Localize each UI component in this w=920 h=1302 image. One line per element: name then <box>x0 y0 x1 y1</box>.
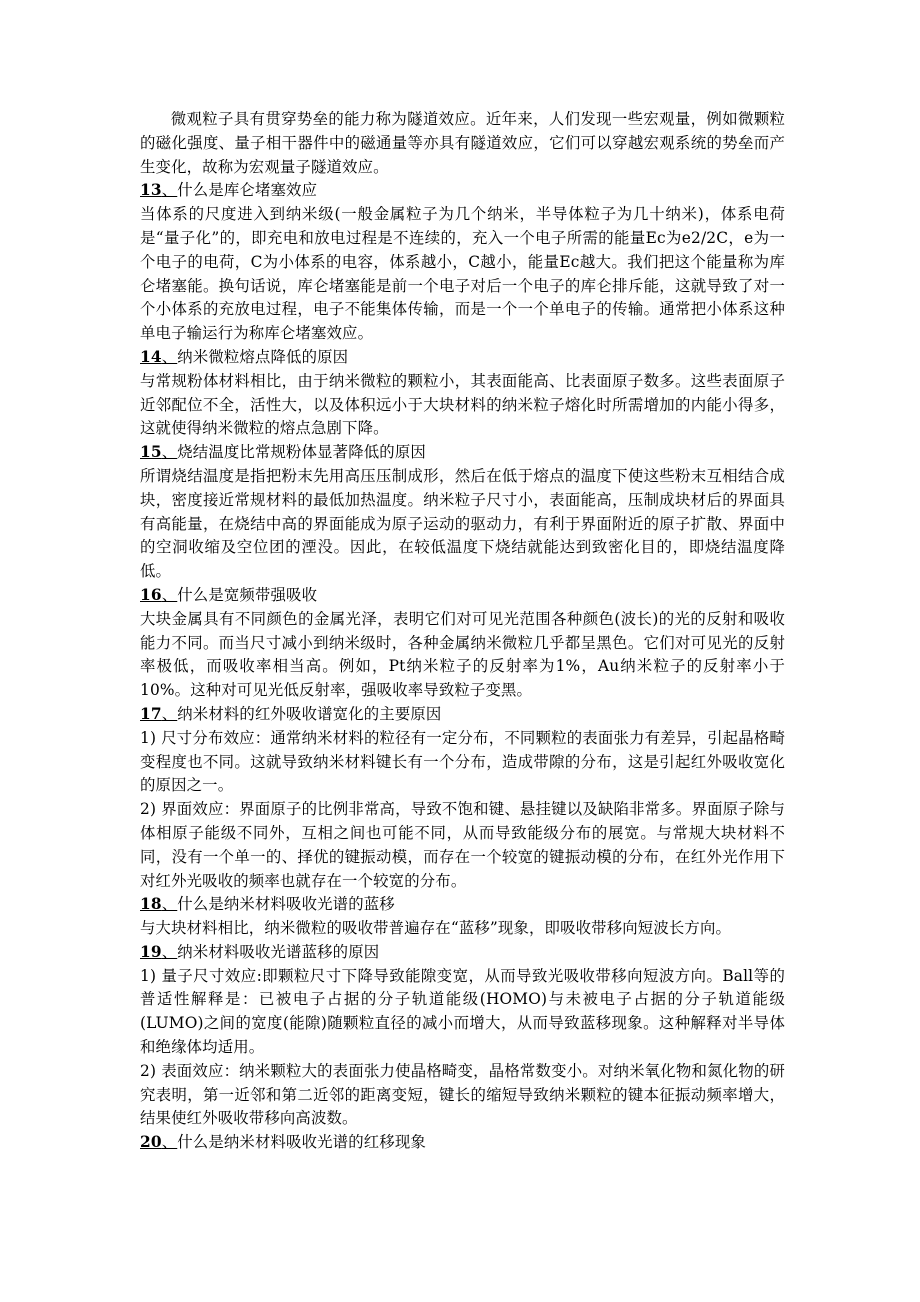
section-title: 什么是宽频带强吸收 <box>177 585 318 604</box>
section-number: 13 <box>140 181 162 200</box>
intro-paragraph: 微观粒子具有贯穿势垒的能力称为隧道效应。近年来，人们发现一些宏观量，例如微颗粒的磁化强度、量子相干器件中的磁通量等亦具有隧道效应，它们可以穿越宏观系统的势垒而产生变化，故称为宏观量子隧道效应。 <box>140 110 785 176</box>
section-separator: 、 <box>161 585 178 604</box>
section-number: 19 <box>140 942 162 961</box>
section-number: 18 <box>140 895 162 914</box>
section-paragraph: 大块金属具有不同颜色的金属光泽，表明它们对可见光范围各种颜色(波长)的光的反射和吸收能力不同。而当尺寸减小到纳米级时，各种金属纳米微粒几乎都呈黑色。它们对可见光的反射率极低，而吸收率相当高。例如，Pt纳米粒子的反射率为1%，Au纳米粒子的反射率小于10%。这种对可见光低反射率，强吸收率导致粒子变黑。 <box>140 609 785 700</box>
section-separator: 、 <box>161 347 178 366</box>
section-title: 纳米材料吸收光谱蓝移的原因 <box>177 942 380 961</box>
section-paragraph: 所谓烧结温度是指把粉末先用高压压制成形，然后在低于熔点的温度下使这些粉末互相结合成块，密度接近常规材料的最低加热温度。纳米粒子尺寸小，表面能高，压制成块材后的界面具有高能量，在烧结中高的界面能成为原子运动的驱动力，有利于界面附近的原子扩散、界面中的空洞收缩及空位团的湮没。因此，在较低温度下烧结就能达到致密化目的，即烧结温度降低。 <box>140 466 785 581</box>
section-heading-14 <box>140 346 785 370</box>
section-separator: 、 <box>161 181 178 200</box>
section-paragraph: 2) 界面效应：界面原子的比例非常高，导致不饱和键、悬挂键以及缺陷非常多。界面原子除与体相原子能级不同外，互相之间也可能不同，从而导致能级分布的展宽。与常规大块材料不同，没有一个单一的、择优的键振动模，而存在一个较宽的键振动模的分布，在红外光作用下对红外光吸收的频率也就存在一个较宽的分布。 <box>140 800 785 890</box>
document-page <box>140 108 785 1155</box>
section-title: 纳米微粒熔点降低的原因 <box>177 347 349 366</box>
section-number: 17 <box>140 704 162 723</box>
section-number: 16 <box>140 585 162 604</box>
section-title: 什么是纳米材料吸收光谱的蓝移 <box>177 895 395 914</box>
section-heading-16 <box>140 584 785 608</box>
section-title: 烧结温度比常规粉体显著降低的原因 <box>177 443 426 462</box>
section-paragraph: 与常规粉体材料相比，由于纳米微粒的颗粒小，其表面能高、比表面原子数多。这些表面原子近邻配位不全，活性大，以及体积远小于大块材料的纳米粒子熔化时所需增加的内能小得多，这就使得纳米微粒的熔点急剧下降。 <box>140 371 785 438</box>
section-number: 14 <box>140 347 162 366</box>
section-title: 纳米材料的红外吸收谱宽化的主要原因 <box>177 704 442 723</box>
sections-container <box>140 179 785 1155</box>
section-paragraph: 1) 量子尺寸效应:即颗粒尺寸下降导致能隙变宽，从而导致光吸收带移向短波方向。Ball等的普适性解释是：已被电子占据的分子轨道能级(HOMO)与未被电子占据的分子轨道能级(LUMO)之间的宽度(能隙)随颗粒直径的减小而增大，从而导致蓝移现象。这种解释对半导体和绝缘体均适用。 <box>140 966 785 1057</box>
section-paragraph: 1) 尺寸分布效应：通常纳米材料的粒径有一定分布，不同颗粒的表面张力有差异，引起晶格畸变程度也不同。这就导致纳米材料键长有一个分布，造成带隙的分布，这是引起红外吸收宽化的原因之一。 <box>140 728 785 795</box>
section-heading-18 <box>140 893 785 917</box>
section-heading-13 <box>140 179 785 203</box>
section-heading-20 <box>140 1131 785 1155</box>
section-heading-19 <box>140 941 785 965</box>
section-number: 20 <box>140 1133 162 1152</box>
section-title: 什么是纳米材料吸收光谱的红移现象 <box>177 1133 426 1152</box>
section-heading-17 <box>140 703 785 727</box>
section-separator: 、 <box>161 1133 178 1152</box>
section-separator: 、 <box>161 443 178 462</box>
section-title: 什么是库仑堵塞效应 <box>177 181 318 200</box>
section-paragraph: 当体系的尺度进入到纳米级(一般金属粒子为几个纳米，半导体粒子为几十纳米)，体系电荷是“量子化”的，即充电和放电过程是不连续的，充入一个电子所需的能量Ec为e2/2C，e为一个电子的电荷，C为小体系的电容，体系越小，C越小，能量Ec越大。我们把这个能量称为库仑堵塞能。换句话说，库仑堵塞能是前一个电子对后一个电子的库仑排斥能，这就导致了对一个小体系的充放电过程，电子不能集体传输，而是一个一个单电子的传输。通常把小体系这种单电子输运行为称库仑堵塞效应。 <box>140 205 785 343</box>
section-separator: 、 <box>161 895 178 914</box>
section-paragraph: 与大块材料相比，纳米微粒的吸收带普遍存在“蓝移”现象，即吸收带移向短波长方向。 <box>140 919 732 938</box>
section-paragraph: 2) 表面效应：纳米颗粒大的表面张力使晶格畸变，晶格常数变小。对纳米氧化物和氮化物的研究表明，第一近邻和第二近邻的距离变短，键长的缩短导致纳米颗粒的键本征振动频率增大，结果使红外吸收带移向高波数。 <box>140 1061 785 1128</box>
section-heading-15 <box>140 441 785 465</box>
section-separator: 、 <box>161 942 178 961</box>
section-number: 15 <box>140 443 162 462</box>
section-separator: 、 <box>161 704 178 723</box>
